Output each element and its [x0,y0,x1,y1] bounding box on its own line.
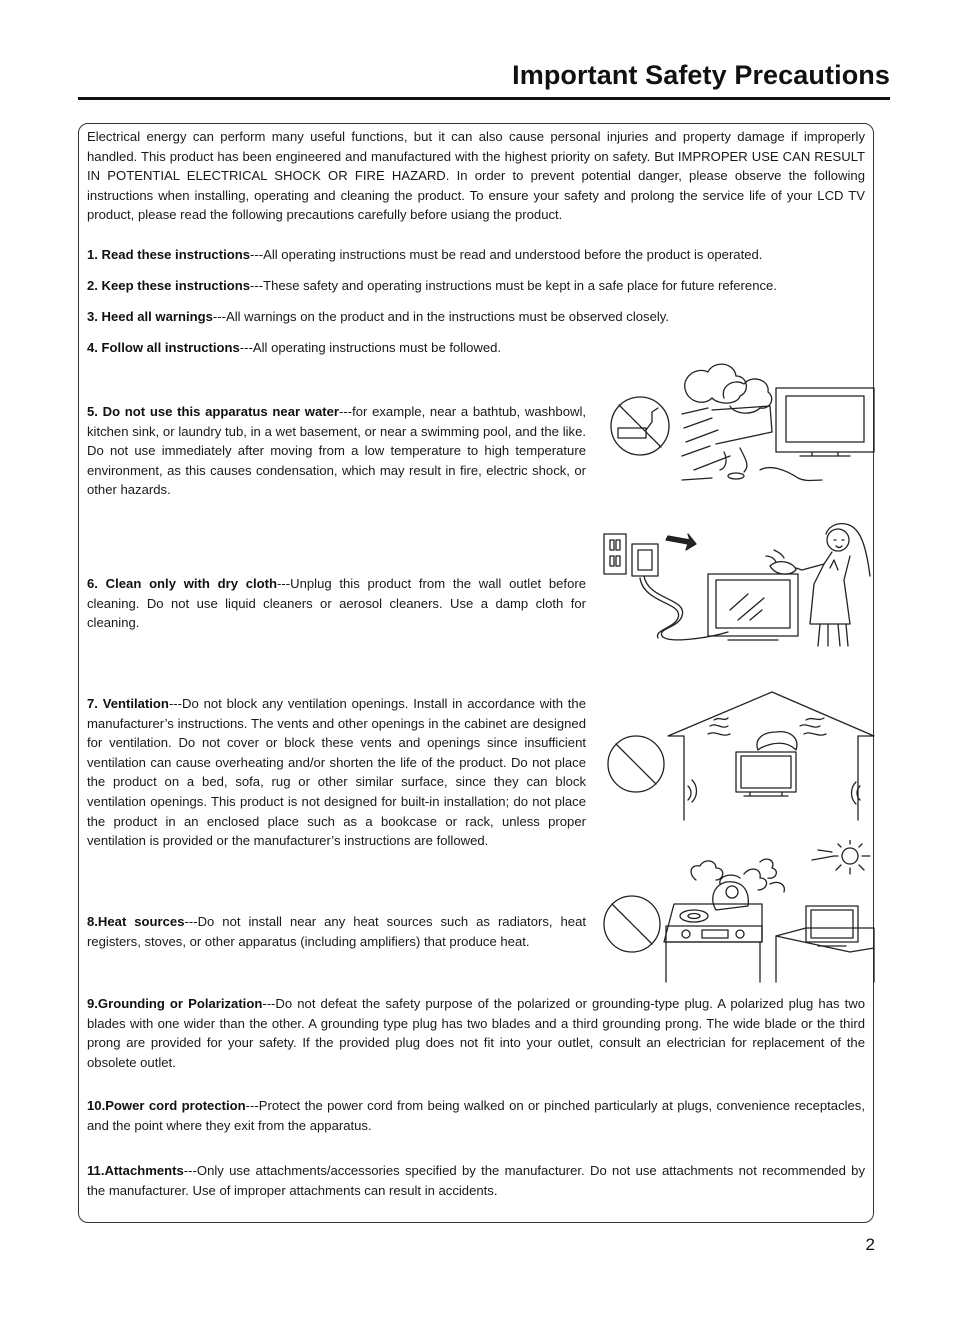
stove-icon [664,904,762,982]
tv-icon [736,752,796,796]
item-separator: --- [250,247,264,262]
dry-cloth-cleaning-illustration [598,520,876,650]
sun-icon [812,840,870,874]
item-heading: 7. Ventilation [87,696,169,711]
intro-paragraph: Electrical energy can perform many useful functions, but it can also cause personal injuries and property damage if improperly handled. This product has been engineered and manufactured with the highest priority on safety. But IMPROPER USE CAN RESULT IN POTENTIAL ELECTRICAL SHOCK OR FIRE HAZARD. In order to prevent potential danger, please observe the following instructions when installing, operating and cleaning the product. To ensure your safety and prolong the service life of your LCD TV product, please read the following precautions carefully before usiang the product. [87,129,865,223]
item-heading: 1. Read these instructions [87,247,250,262]
item-separator: --- [250,278,264,293]
plug-icon [632,544,658,576]
item-text: All operating instructions must be followed. [252,340,502,355]
item-separator: --- [245,1098,259,1113]
item-text: Protect the power cord from being walked on or pinched particularly at plugs, convenience receptacles, and the point where they exit from the apparatus. [87,1098,865,1133]
item-heading: 11.Attachments [87,1163,184,1178]
item-heading: 8.Heat sources [87,914,185,929]
item-separator: --- [339,404,353,419]
no-blocked-ventilation-illustration [600,690,876,824]
item-heading: 2. Keep these instructions [87,278,250,293]
wall-outlet-icon [604,534,626,574]
item-text: Unplug this product from the wall outlet before cleaning. Do not use liquid cleaners or aerosol cleaners. Use a damp cloth for cleaning. [87,576,586,631]
item-text: for example, near a bathtub, washbowl, kitchen sink, or laundry tub, in a wet basement, or near a swimming pool, and the like. Do not use immediately after moving from a low temperature to high temperature environment, as this causes condensation, which may result in fire, electric shock, or other hazards. [87,404,587,498]
no-water-illustration [600,352,876,487]
item-text: Do not install near any heat sources such as radiators, heat registers, stoves, or other apparatus (including amplifiers) that produce heat. [87,914,586,949]
item-2 [87,276,865,296]
page-number: 2 [865,1235,875,1254]
page-title: Important Safety Precautions [512,60,890,90]
prohibition-icon [611,397,669,455]
item-heading: 4. Follow all instructions [87,340,240,355]
item-separator: --- [184,914,198,929]
item-heading: 9.Grounding or Polarization [87,996,263,1011]
item-text: All warnings on the product and in the instructions must be observed closely. [225,309,669,324]
item-heading: 10.Power cord protection [87,1098,246,1113]
tv-icon [806,906,858,946]
item-10 [87,1096,865,1135]
item-1 [87,245,865,265]
item-heading: 6. Clean only with dry cloth [87,576,278,591]
woman-icon [796,524,870,646]
no-heat-source-illustration [600,840,876,986]
item-text: These safety and operating instructions must be kept in a safe place for future reference. [263,278,777,293]
item-8 [87,912,586,951]
item-text: Only use attachments/accessories specified by the manufacturer. Do not use attachments not recommended by the manufacturer. Use of improper attachments can result in accidents. [87,1163,865,1198]
item-separator: --- [183,1163,197,1178]
title-rule [78,97,890,100]
item-heading: 5. Do not use this apparatus near water [87,404,339,419]
item-heading: 3. Heed all warnings [87,309,213,324]
item-separator: --- [262,996,276,1011]
item-9 [87,994,865,1072]
item-6 [87,574,586,633]
item-11 [87,1161,865,1200]
item-separator: --- [277,576,291,591]
item-separator: --- [212,309,226,324]
item-text: Do not block any ventilation openings. Install in accordance with the manufacturer’s instructions. The vents and other openings in the cabinet are designed for ventilation. Do not cover or block these vents and openings since insufficient ventilation can cause overheating and/or shorten the life of the product. Do not place the product on a bed, sofa, rug or other similar surface, since they can block ventilation openings. This product is not designed for built-in installation; do not place the product in an enclosed place such as a bookcase or rack, unless proper ventilation is provided or the manufacturer’s instructions are followed. [87,696,586,849]
item-separator: --- [239,340,253,355]
item-7 [87,694,586,851]
item-3 [87,307,865,327]
tv-icon [776,388,874,456]
item-text: All operating instructions must be read and understood before the product is operated. [263,247,763,262]
prohibition-icon [604,896,660,952]
item-separator: --- [168,696,183,711]
tv-icon [708,574,798,640]
item-5 [87,402,586,500]
item-text: Do not defeat the safety purpose of the polarized or grounding-type plug. A polarized plug has two blades with one wider than the other. A grounding type plug has two blades and a third grounding prong. The wide blade or the third prong are provided for your safety. If the provided plug does not fit into your outlet, consult an electrician for replacement of the obsolete outlet. [87,996,866,1070]
prohibition-icon [608,736,664,792]
